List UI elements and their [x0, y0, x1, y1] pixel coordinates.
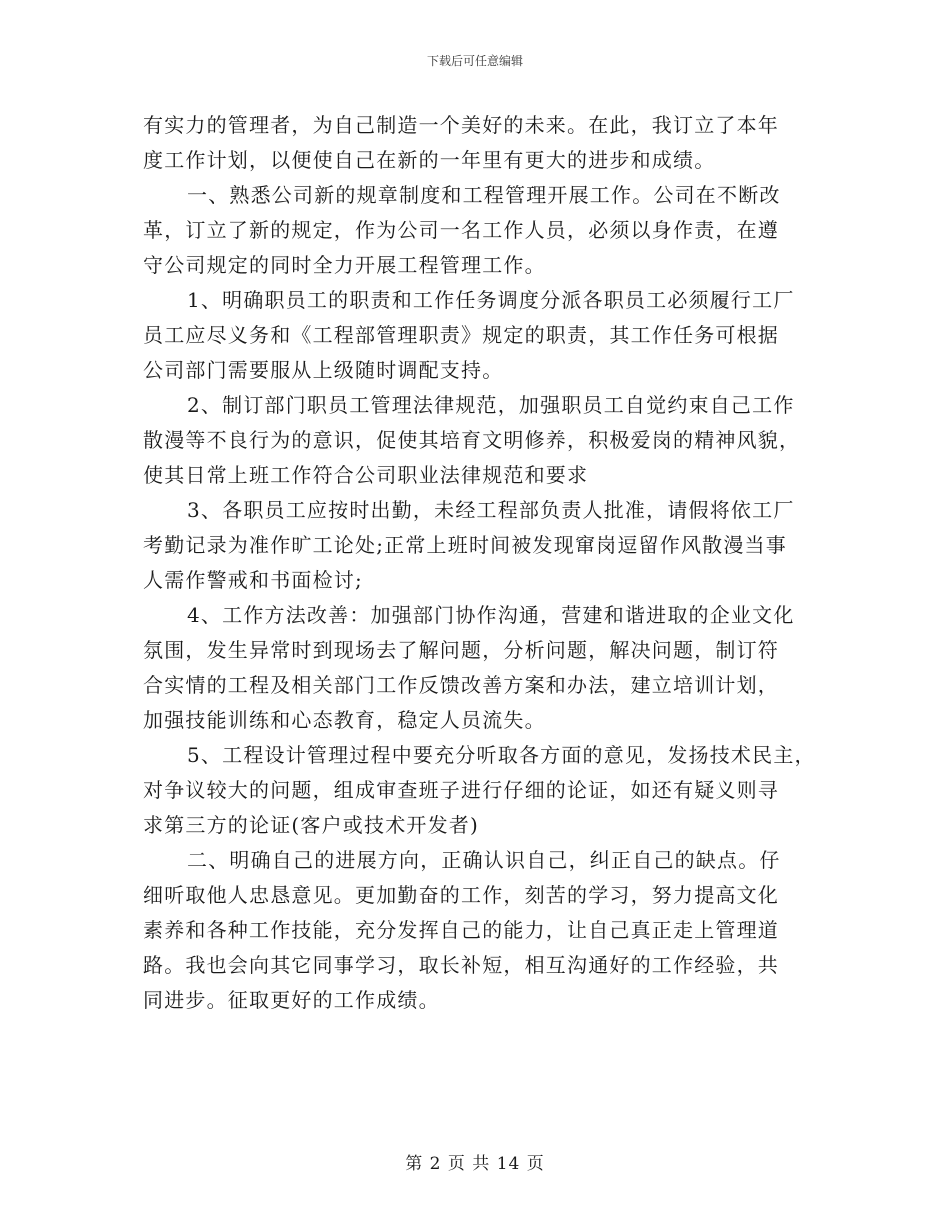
- text-line: 细听取他人忠恳意见。更加勤奋的工作，刻苦的学习，努力提高文化: [143, 883, 779, 907]
- text-line: 二、明确自己的进展方向，正确认识自己，纠正自己的缺点。仔: [187, 848, 781, 872]
- text-line: 有实力的管理者，为自己制造一个美好的未来。在此，我订立了本年: [143, 113, 779, 137]
- document-body: [143, 108, 833, 1018]
- text-line: 1、明确职员工的职责和工作任务调度分派各职员工必须履行工厂: [187, 288, 795, 312]
- text-line: 革，订立了新的规定，作为公司一名工作人员，必须以身作责，在遵: [143, 218, 779, 242]
- text-line: 员工应尽义务和《工程部管理职责》规定的职责，其工作任务可根据: [143, 323, 779, 347]
- paragraph-item-3: [143, 493, 833, 598]
- paragraph-item-1: [143, 283, 833, 388]
- text-line: 氛围，发生异常时到现场去了解问题，分析问题，解决问题，制订符: [143, 638, 779, 662]
- text-line: 合实情的工程及相关部门工作反馈改善方案和办法，建立培训计划，: [143, 673, 779, 697]
- text-line: 使其日常上班工作符合公司职业法律规范和要求: [143, 463, 589, 487]
- text-line: 同进步。征取更好的工作成绩。: [143, 988, 440, 1012]
- paragraph-item-4: [143, 598, 833, 738]
- text-line: 素养和各种工作技能，充分发挥自己的能力，让自己真正走上管理道: [143, 918, 779, 942]
- paragraph-intro: [143, 108, 833, 178]
- text-line: 一、熟悉公司新的规章制度和工程管理开展工作。公司在不断改: [187, 183, 781, 207]
- paragraph-section-2: [143, 843, 833, 1018]
- text-line: 散漫等不良行为的意识，促使其培育文明修养，积极爱岗的精神风貌，: [143, 428, 801, 452]
- text-line: 2、制订部门职员工管理法律规范，加强职员工自觉约束自己工作: [187, 393, 795, 417]
- text-line: 加强技能训练和心态教育，稳定人员流失。: [143, 708, 546, 732]
- text-line: 求第三方的论证(客户或技术开发者): [143, 813, 480, 837]
- page-header: 下载后可任意编辑: [426, 54, 523, 68]
- paragraph-item-5: [143, 738, 833, 843]
- text-line: 对争议较大的问题，组成审查班子进行仔细的论证，如还有疑义则寻: [143, 778, 779, 802]
- paragraph-item-2: [143, 388, 833, 493]
- text-line: 公司部门需要服从上级随时调配支持。: [143, 358, 504, 382]
- text-line: 度工作计划，以便使自己在新的一年里有更大的进步和成绩。: [143, 148, 716, 172]
- page-number-footer: 第 2 页 共 14 页: [405, 1154, 545, 1174]
- text-line: 路。我也会向其它同事学习，取长补短，相互沟通好的工作经验，共: [143, 953, 779, 977]
- paragraph-section-1: [143, 178, 833, 283]
- text-line: 考勤记录为准作旷工论处;正常上班时间被发现窜岗逗留作风散漫当事: [143, 533, 787, 557]
- text-line: 5、工程设计管理过程中要充分听取各方面的意见，发扬技术民主，: [187, 743, 816, 767]
- text-line: 4、工作方法改善：加强部门协作沟通，营建和谐进取的企业文化: [187, 603, 795, 627]
- text-line: 人需作警戒和书面检讨;: [143, 568, 363, 592]
- text-line: 3、各职员工应按时出勤，未经工程部负责人批准，请假将依工厂: [187, 498, 795, 522]
- text-line: 守公司规定的同时全力开展工程管理工作。: [143, 253, 546, 277]
